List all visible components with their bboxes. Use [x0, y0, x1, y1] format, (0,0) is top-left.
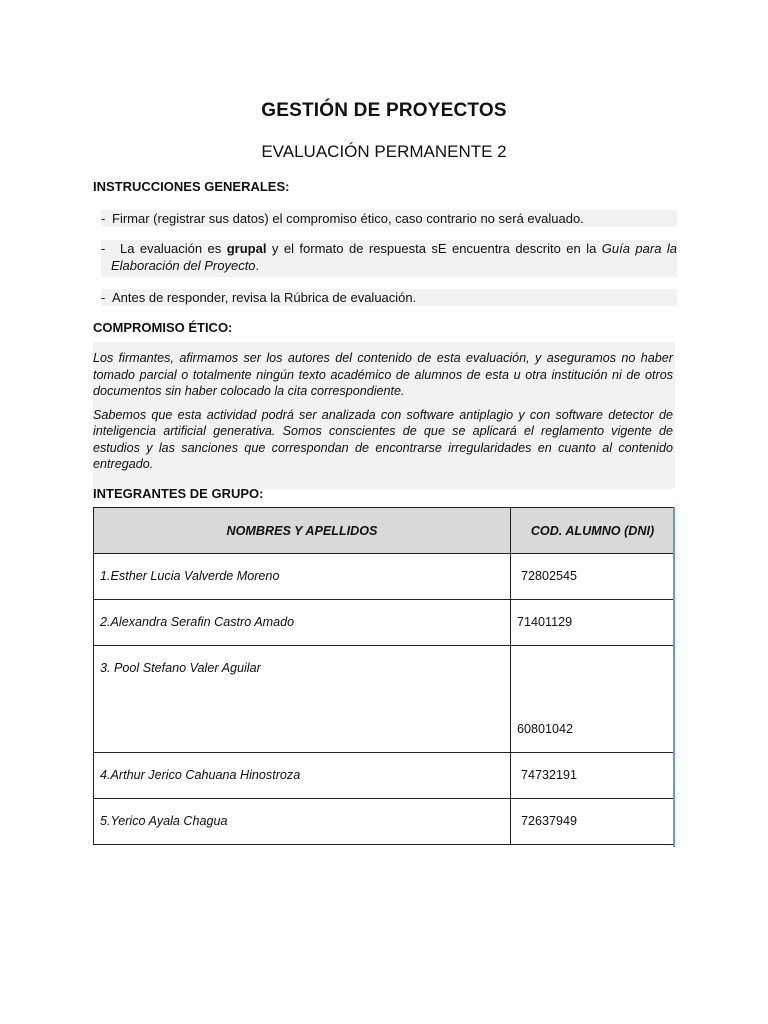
member-name-cell — [94, 646, 511, 753]
member-dni-cell — [511, 554, 675, 600]
table-row — [94, 554, 675, 600]
member-name-cell — [94, 753, 511, 799]
instruction-text-pre: La evaluación es — [120, 241, 227, 256]
ethics-paragraph-1: Los firmantes, afirmamos ser los autores del contenido de esta evaluación, y aseguramos no haber tomado parcial o totalmente ningún texto académico de alumnos de esta u otra institución ni de otros documentos sin haber colocado la cita correspondiente. — [93, 351, 673, 398]
member-name: 3. Pool Stefano Valer Aguilar — [100, 661, 261, 675]
members-table — [93, 507, 675, 845]
instruction-text-mid: y el formato de respuesta sE encuentra descrito en la — [266, 241, 602, 256]
table-row — [94, 646, 675, 753]
member-dni-cell — [511, 753, 675, 799]
instruction-item-1 — [101, 210, 677, 227]
member-name: 1.Esther Lucia Valverde Moreno — [100, 569, 280, 583]
member-name-cell — [94, 600, 511, 646]
column-header-dni: COD. ALUMNO (DNI) — [511, 508, 675, 554]
bullet-dash: - — [101, 290, 106, 305]
member-dni-cell — [511, 600, 675, 646]
member-dni: 71401129 — [517, 615, 573, 629]
instruction-item-3 — [101, 289, 677, 306]
table-row — [94, 799, 675, 845]
instruction-text: Antes de responder, revisa la Rúbrica de evaluación. — [112, 290, 417, 305]
instruction-text: Firmar (registrar sus datos) el compromiso ético, caso contrario no será evaluado. — [112, 211, 584, 226]
member-dni: 72802545 — [521, 569, 578, 583]
instruction-text-bold: grupal — [226, 241, 267, 256]
member-name-cell — [94, 554, 511, 600]
member-dni: 72637949 — [521, 814, 578, 828]
document-title: GESTIÓN DE PROYECTOS — [261, 100, 507, 121]
ethics-paragraph-2: Sabemos que esta actividad podrá ser analizada con software antiplagio y con software detector de inteligencia artificial generativa. Somos conscientes de que se aplicará el reglamento vigente de estudios y las sanciones que correspondan de encontrarse irregularidades en cuanto al contenido entregado. — [93, 407, 673, 471]
instruction-text — [111, 240, 677, 274]
group-heading: INTEGRANTES DE GRUPO: — [93, 486, 264, 501]
member-name: 4.Arthur Jerico Cahuana Hinostroza — [100, 768, 301, 782]
member-name: 2.Alexandra Serafin Castro Amado — [100, 615, 295, 629]
table-row — [94, 753, 675, 799]
instructions-heading: INSTRUCCIONES GENERALES: — [93, 179, 290, 194]
instruction-item-2 — [101, 240, 677, 277]
member-name: 5.Yerico Ayala Chagua — [100, 814, 228, 828]
instruction-text-post: . — [255, 258, 260, 273]
table-right-border — [673, 507, 675, 847]
member-dni-cell — [511, 799, 675, 845]
member-dni: 60801042 — [517, 722, 574, 736]
member-name-cell — [94, 799, 511, 845]
ethics-heading: COMPROMISO ÉTICO: — [93, 320, 233, 335]
ethics-block — [93, 342, 675, 489]
instruction-text-italic: Guía para la Elaboración del Proyecto — [111, 241, 678, 273]
table-row — [94, 600, 675, 646]
member-dni: 74732191 — [521, 768, 578, 782]
column-header-names: NOMBRES Y APELLIDOS — [94, 508, 511, 554]
bullet-dash: - — [101, 241, 106, 256]
document-subtitle: EVALUACIÓN PERMANENTE 2 — [261, 142, 507, 161]
member-dni-cell — [511, 646, 675, 753]
bullet-dash: - — [101, 211, 106, 226]
